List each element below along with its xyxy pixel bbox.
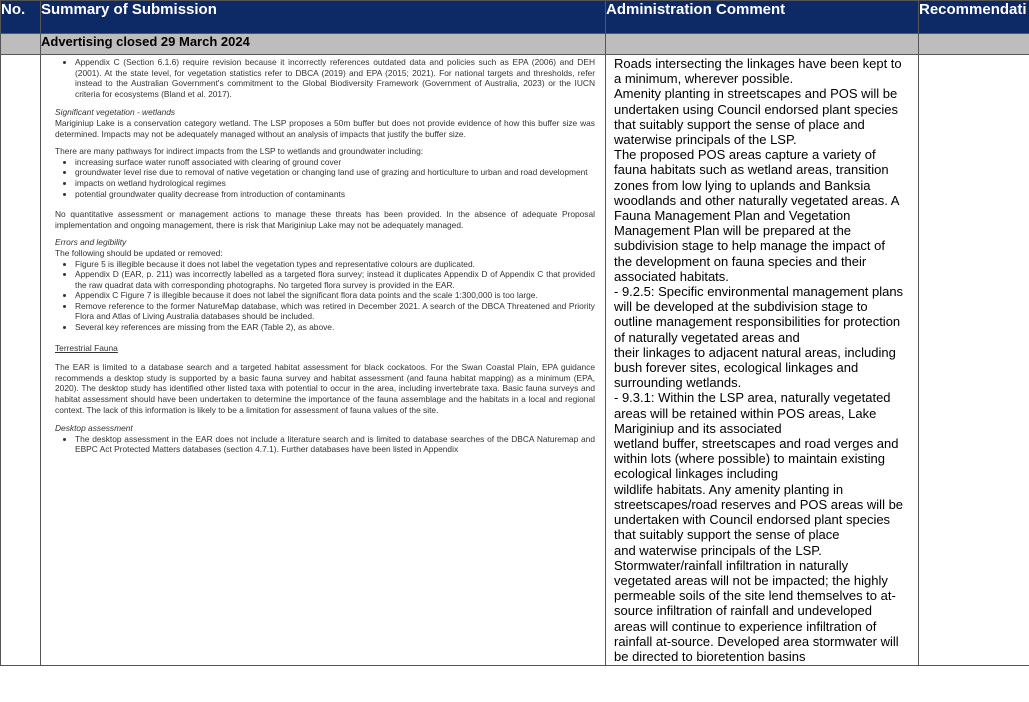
comment-line: Mariginiup and its associated (614, 420, 782, 436)
comment-line: rainfall at-source. Developed area stormwater will (614, 633, 899, 649)
comment-line: subdivision stage to help manage the impact of (614, 238, 886, 254)
comment-line: be directed to bioretention basins (614, 648, 806, 664)
comment-line: that suitably support the sense of place and (614, 116, 865, 132)
fauna-para: The EAR is limited to a database search and a targeted habitat assessment for black cockatoos. For the Swan Coastal Plain, EPA guidance recommends a desktop study is supported by a basic fauna survey and habitat assessment (and fauna habitat mapping) as a minimum (EPA, 2020). The desktop study has identified other listed taxa with potential to occur in the area, including invertebrate taxa. Basic fauna surveys and habitat assessment should have been undertaken to determine the importance of the fauna assemblage and the habitats in a local and regional context. The lack of this information is likely to be a limitation for assessment of fauna values of the site. (55, 362, 595, 415)
list-item: • Several key references are missing from the EAR (Table 2), as above. (75, 322, 595, 333)
intro-bullet: • Appendix C (Section 6.1.6) require revision because it incorrectly references outdated data and policies such as EPA (2006) and DEH (2001). At the state level, for vegetation statistics refer to DBCA (2019) and EPA (2015; 2021). For national targets and thresholds, refer instead to the Australian Government's commitment to the Global Biodiversity Framework (Government of Australia, 2023) or the IUCN criteria for ecosystems (Bland et al. 2017). (75, 57, 595, 99)
comment-line: - 9.3.1: Within the LSP area, naturally vegetated (614, 390, 891, 406)
section-title: Advertising closed 29 March 2024 (41, 34, 606, 55)
section-row (1, 34, 1029, 55)
comment-line: the development on fauna species and their (614, 253, 867, 269)
summary-cell (41, 55, 606, 666)
comment-line: ecological linkages including (614, 466, 779, 482)
comment-line: a minimum, wherever possible. (614, 71, 794, 87)
comment-line: waterwise principals of the LSP. (614, 132, 797, 148)
comment-line: Roads intersecting the linkages have been kept to (614, 56, 902, 71)
list-item: • potential groundwater quality decrease from introduction of contaminants (75, 189, 595, 200)
errors-heading: Errors and legibility (55, 237, 127, 248)
list-item: • Figure 5 is illegible because it does not label the vegetation types and representative colours are duplicated. (75, 259, 595, 270)
comment-line: outline management responsibilities for protection (614, 314, 901, 330)
comment-line: areas will be retained within POS areas, Lake (614, 405, 877, 421)
comment-line: associated habitats. (614, 268, 729, 284)
no-assessment-para: No quantitative assessment or management actions to manage these threats has been provided. In the absence of adequate Proposal implementation and ongoing management, there is risk that Mariginiup Lake may not be adequately managed. (55, 209, 595, 230)
comment-line: woodlands and other naturally vegetated areas. A (614, 192, 900, 208)
recommendation-cell (919, 55, 1029, 666)
section-no-cell (1, 34, 41, 55)
header-summary: Summary of Submission (41, 1, 606, 34)
comment-line: and waterwise principals of the LSP. (614, 542, 822, 558)
list-item: • impacts on wetland hydrological regimes (75, 178, 595, 189)
table-row (1, 55, 1029, 666)
comment-line: areas will continue to experience infiltration of (614, 618, 877, 634)
comment-line: Amenity planting in streetscapes and POS will be (614, 86, 898, 102)
comment-cell (606, 55, 919, 666)
desktop-bullet: • The desktop assessment in the EAR does not include a literature search and is limited to database searches of the DBCA Naturemap and EBPC Act Protected Matters databases (section 4.7.1). Further databases have been listed in Appendix (75, 434, 595, 455)
section-comment-cell (606, 34, 919, 55)
comment-line: - 9.2.5: Specific environmental management plans (614, 284, 904, 300)
comment-line: The proposed POS areas capture a variety of (614, 147, 876, 163)
comment-line: source infiltration of rainfall and undeveloped (614, 603, 873, 619)
list-item: • Appendix D (EAR, p. 211) was incorrectly labelled as a targeted flora survey; instead it duplicates Appendix D of Appendix C that provided the raw quadrat data with corresponding photographs. No targeted flora survey is provided in the EAR. (75, 269, 595, 290)
administration-comment (606, 55, 918, 664)
pathways-list (55, 157, 595, 199)
header-no: No. (1, 1, 41, 34)
section-rec-cell (919, 34, 1029, 55)
desktop-heading: Desktop assessment (55, 423, 133, 434)
row-no-cell (1, 55, 41, 666)
submission-excerpt (41, 55, 595, 455)
comment-line: vegetated areas will not be impacted; the highly (614, 572, 888, 588)
comment-line: bush forever sites, ecological linkages and (614, 360, 859, 376)
comment-line: surrounding wetlands. (614, 375, 742, 391)
wetlands-para: Mariginiup Lake is a conservation category wetland. The LSP proposes a 50m buffer but does not provide evidence of how this buffer size was determined. Impacts may not be adequately managed without an analysis of impacts that justify the buffer size. (55, 117, 595, 139)
comment-line: wildlife habitats. Any amenity planting in (614, 481, 844, 497)
pathways-para: There are many pathways for indirect impacts from the LSP to wetlands and groundwater including: (55, 146, 424, 157)
comment-line: fauna habitats such as wetland areas, transition (614, 162, 889, 178)
comment-line: undertaken using Council endorsed plant species (614, 101, 899, 117)
comment-line: of naturally vegetated areas and (614, 329, 800, 345)
header-comment: Administration Comment (606, 1, 919, 34)
header-recommendation: Recommendati (919, 1, 1029, 34)
comment-line: will be developed at the subdivision stage to (614, 299, 868, 315)
comment-line: within lots (where possible) to maintain existing (614, 451, 885, 467)
list-item: • Remove reference to the former NatureMap database, which was retired in December 2021. A search of the DBCA Threatened and Priority Flora and Atlas of Living Australia databases should be included. (75, 301, 595, 322)
comment-line: undertaken with Council endorsed plant species (614, 512, 891, 528)
comment-line: Management Plan will be prepared at the (614, 223, 852, 239)
list-item: • Appendix C Figure 7 is illegible because it does not label the significant flora data points and the scale 1:300,000 is too large. (75, 290, 595, 301)
wetlands-heading: Significant vegetation - wetlands (55, 107, 176, 118)
comment-line: that suitably support the sense of place (614, 527, 840, 543)
fauna-heading: Terrestrial Fauna (55, 342, 118, 353)
list-item: • groundwater level rise due to removal of native vegetation or changing land use of grazing and horticulture to urban and road development (75, 167, 595, 178)
list-item: • increasing surface water runoff associated with clearing of ground cover (75, 157, 595, 168)
errors-list (55, 259, 595, 333)
comment-line: wetland buffer, streetscapes and road verges and (614, 436, 899, 452)
table-header-row (1, 1, 1029, 34)
comment-line: Stormwater/rainfall infiltration in naturally (614, 557, 849, 573)
comment-line: Fauna Management Plan and Vegetation (614, 208, 851, 224)
comment-line: streetscapes/road reserves and POS areas will be (614, 496, 904, 512)
comment-line: zones from low lying to uplands and Banksia (614, 177, 871, 193)
comment-line: their linkages to adjacent natural areas, including (614, 344, 896, 360)
errors-intro: The following should be updated or removed: (55, 247, 223, 258)
comment-line: permeable soils of the site lend themselves to at- (614, 588, 896, 604)
